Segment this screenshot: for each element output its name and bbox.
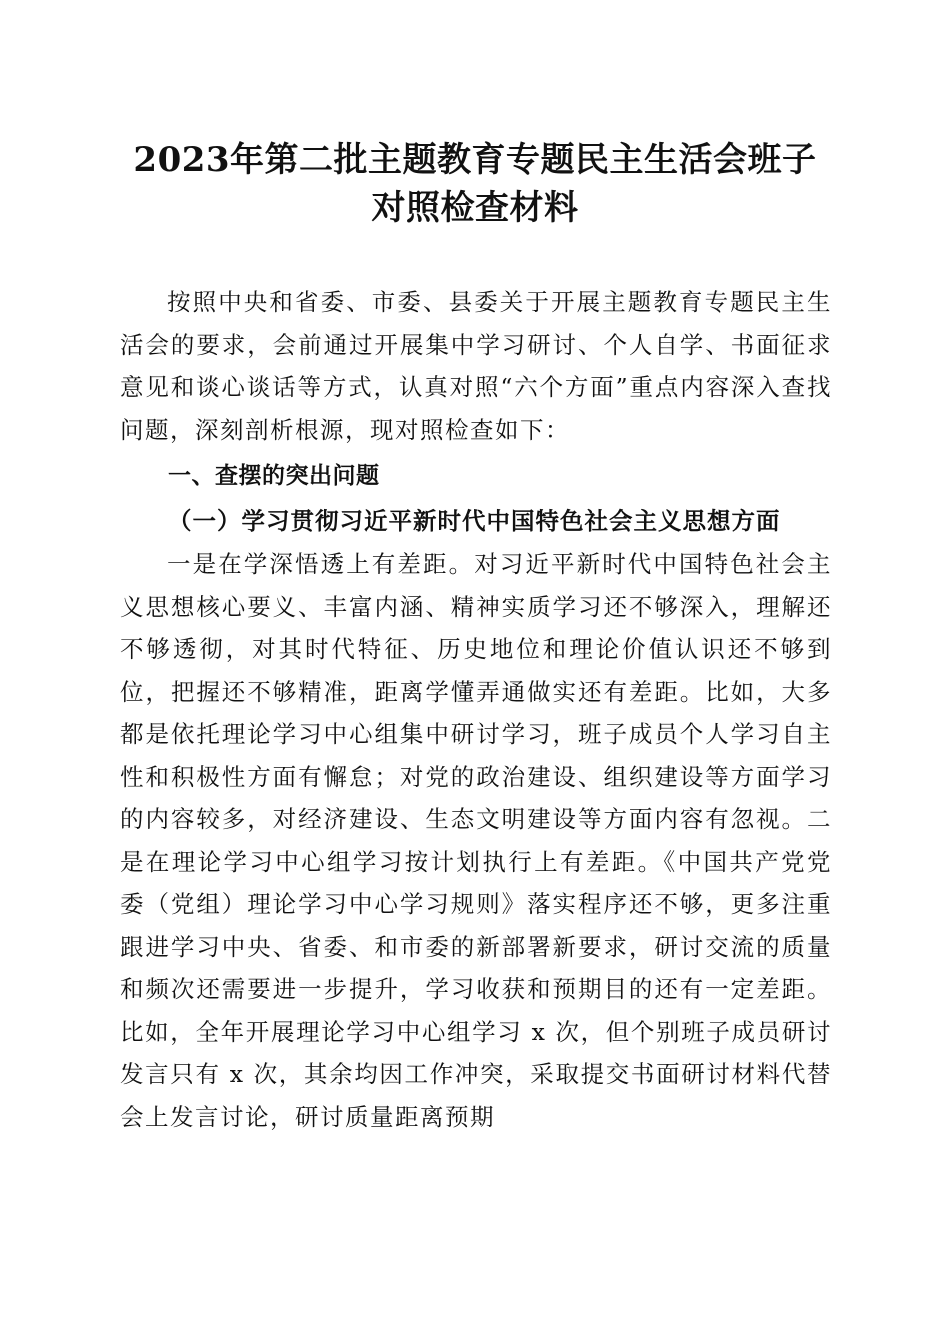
- section-heading: 一、查摆的突出问题: [168, 463, 380, 489]
- document-title-line-2: 对照检查材料: [371, 188, 579, 228]
- subsection-heading: （一）学习贯彻习近平新时代中国特色社会主义思想方面: [168, 507, 781, 535]
- body-paragraph: 一是在学深悟透上有差距。对习近平新时代中国特色社会主义思想核心要义、丰富内涵、精神实质学习还不够深入，理解还不够透彻，对其时代特征、历史地位和理论价值认识还不够到位，把握还不够精准，距离学懂弄通做实还有差距。比如，大多都是依托理论学习中心组集中研讨学习，班子成员个人学习自主性和积极性方面有懈怠；对党的政治建设、组织建设等方面学习的内容较多，对经济建设、生态文明建设等方面内容有忽视。二是在理论学习中心组学习按计划执行上有差距。《中国共产党党委（党组）理论学习中心学习规则》落实程序还不够，更多注重跟进学习中央、省委、和市委的新部署新要求，研讨交流的质量和频次还需要进一步提升，学习收获和预期目的还有一定差距。比如，全年开展理论学习中心组学习 x 次，但个别班子成员研讨发言只有 x 次，其余均因工作冲突，采取提交书面研讨材料代替会上发言讨论，研讨质量距离预期: [120, 550, 832, 1131]
- intro-paragraph: 按照中央和省委、市委、县委关于开展主题教育专题民主生活会的要求，会前通过开展集中学习研讨、个人自学、书面征求意见和谈心谈话等方式，认真对照“六个方面”重点内容深入查找问题，深刻剖析根源，现对照检查如下：: [120, 288, 832, 444]
- document-title-line-1: 2023年第二批主题教育专题民主生活会班子: [133, 140, 817, 180]
